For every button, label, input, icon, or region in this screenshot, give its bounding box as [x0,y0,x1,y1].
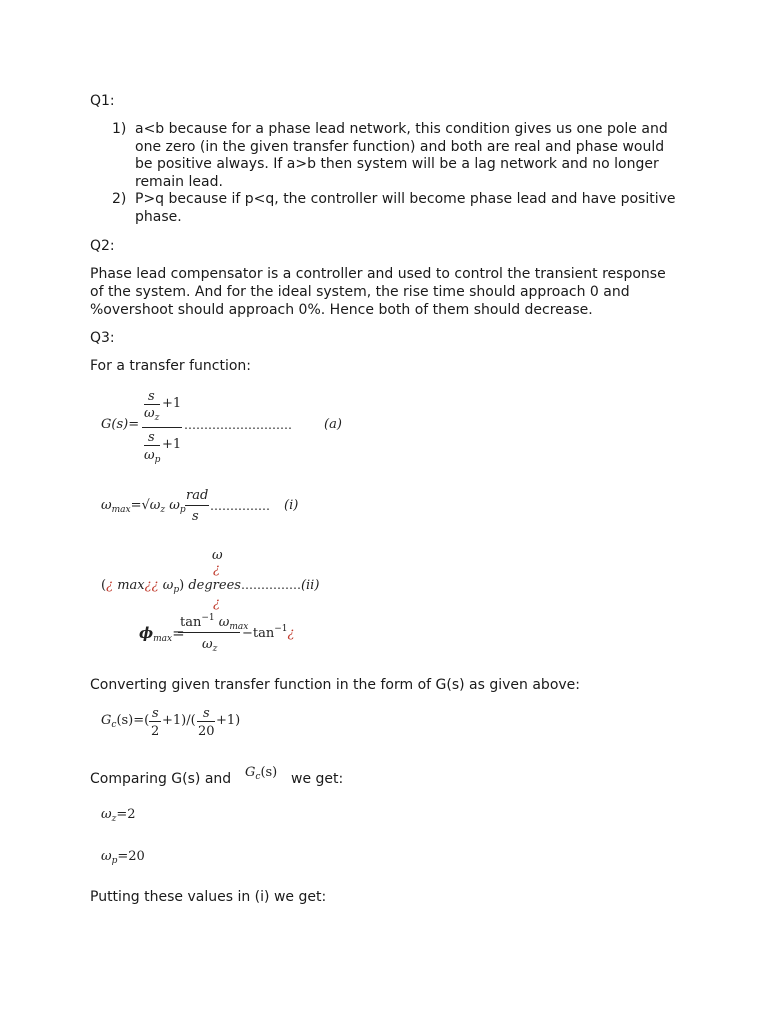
eq-i-unit-den: s [192,509,199,524]
eq-a-den-omega: ω [144,448,155,463]
eq-ii-minus-tan-sup: −1 [274,624,288,634]
eq-gc-d1: 2 [151,724,160,739]
compare-after: we get: [291,771,344,787]
eq-gc-d2: 20 [198,724,215,739]
eq-gc-n2: s [203,706,210,721]
eq-a-main-bar [142,427,182,428]
eq-i-wz-sub: z [160,505,166,515]
q2-heading: Q2: [90,238,115,254]
list-item [112,121,682,191]
eq-ii-phi: ϕ [139,624,154,642]
eq-gc-s: (s)=( [116,713,150,728]
wp-rhs: =20 [117,849,145,864]
eq-i-unit-bar [185,505,209,506]
eq-ii-wmax-sub: max [229,622,249,632]
eq-ii-phi-sub: max [153,634,173,644]
eq-a-den-s: s [148,430,155,445]
q3-heading: Q3: [90,330,115,346]
eq-i-wp: ω [169,498,180,513]
eq-ii-degrees: degrees [188,578,241,593]
wz-omega: ω [101,807,112,822]
eq-ii-max: max [117,578,145,593]
eq-ii-glyph-3: ¿ [144,578,152,593]
eq-a-den-plus: +1 [162,437,182,452]
eq-a-den-omega-sub: p [154,455,161,465]
list-number: 1) [112,121,127,137]
eq-gc-end: +1) [216,713,241,728]
eq-gc-g-sub: c [111,720,117,730]
compare-g: G [245,765,256,780]
q3-intro: For a transfer function: [90,358,251,374]
list-item [112,191,682,226]
wz-sub: z [111,814,117,824]
eq-ii-minus-tan: −tan [242,626,275,641]
compare-g-sub: c [255,772,261,782]
eq-i-wz: ω [149,498,161,513]
compare-before: Comparing G(s) and [90,771,232,787]
eq-a-num-plus: +1 [162,396,182,411]
eq-ii-top-glyph: ¿ [213,562,220,577]
eq-ii-open: ( [101,578,107,593]
eq-gc-bar2 [197,721,215,722]
eq-ii-den-omega-sub: z [212,644,218,654]
eq-ii-glyph-2: ¿ [106,578,114,593]
eq-ii-main-bar [178,632,240,633]
eq-a-num-bar [144,404,160,405]
eq-a-den-bar [144,445,160,446]
eq-i-unit-num: rad [186,488,209,503]
eq-ii-wp: ω [162,578,174,593]
compare-s: (s) [260,765,278,780]
q2-answer: Phase lead compensator is a controller and used to control the transient response of the system. And for the ideal system, the rise time should approach 0 and %overshoot should approach 0%. Hence both of them should decrease. [90,266,666,318]
eq-ii-wp-sub: p [173,585,180,595]
eq-a-tag: (a) [324,417,342,432]
eq-i-tag: (i) [284,498,299,513]
eq-a-num-s: s [148,389,155,404]
eq-ii-tag: (ii) [300,578,320,593]
convert-text: Converting given transfer function in the form of G(s) as given above: [90,677,580,693]
q1-heading: Q1: [90,93,115,109]
eq-i-omega-sub: max [111,505,131,515]
eq-ii-dots: …………… [240,578,301,592]
eq-ii-close: ) [179,578,185,593]
eq-a-num-omega-sub: z [154,413,160,423]
eq-ii-wmax: ω [218,615,230,630]
eq-ii-tan: tan [180,615,202,630]
q1-list [112,121,682,226]
eq-a-num-omega: ω [144,406,155,421]
eq-i-omega: ω [101,498,112,513]
wp-sub: p [111,856,118,866]
eq-ii-tan-sup: −1 [201,613,215,623]
eq-a-lhs: G(s)= [101,417,140,432]
wz-rhs: =2 [116,807,136,822]
eq-i-wp-sub: p [179,505,186,515]
eq-ii-den-omega: ω [202,637,213,652]
wp-omega: ω [101,849,112,864]
list-number: 2) [112,191,127,207]
list-text: a<b because for a phase lead network, this condition gives us one pole and one zero (in the given transfer function) and both are real and phase would be positive always. If a>b then system will be a lag network and no longer remain lead. [135,121,668,190]
eq-ii-end-glyph: ¿ [287,626,295,641]
list-text: P>q because if p<q, the controller will become phase lead and have positive phase. [135,191,676,225]
eq-ii-top-omega: ω [212,548,223,563]
eq-gc-bar1 [149,721,161,722]
eq-a-dots: ……………………… [184,418,292,432]
eq-i-equals-sqrt: =√ [130,498,150,513]
eq-ii-bottom-glyph: ¿ [213,596,220,611]
eq-i-dots: …………… [210,499,270,513]
putting-text: Putting these values in (i) we get: [90,889,327,905]
eq-gc-mid: +1)/( [162,713,196,728]
eq-gc-g: G [101,713,112,728]
eq-gc-n1: s [152,706,159,721]
eq-ii-equals: = [172,624,185,642]
eq-ii-glyph-4: ¿ [151,578,159,593]
